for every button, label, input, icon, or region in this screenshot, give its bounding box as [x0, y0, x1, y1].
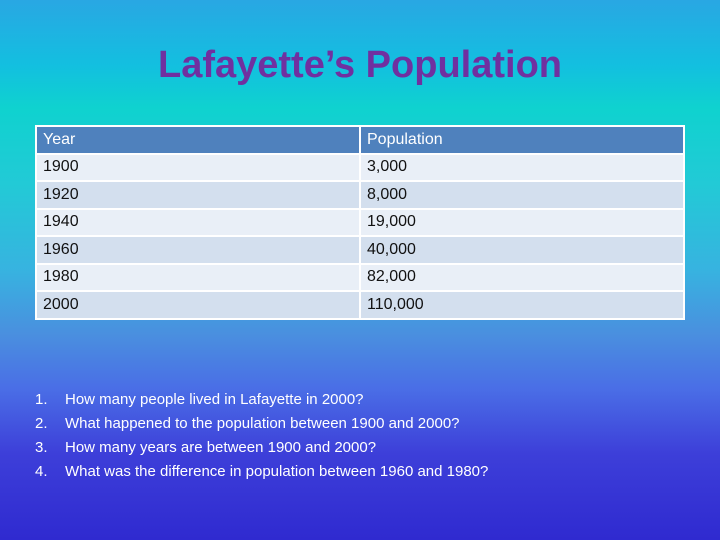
population-cell: 110,000 [360, 291, 684, 319]
year-cell: 2000 [36, 291, 360, 319]
population-table [35, 125, 685, 320]
list-item [35, 460, 685, 484]
list-item [35, 388, 685, 412]
list-item [35, 436, 685, 460]
year-cell: 1920 [36, 181, 360, 209]
population-cell: 19,000 [360, 209, 684, 237]
question-number: 1. [35, 391, 48, 408]
table-row [36, 291, 684, 319]
population-cell: 82,000 [360, 264, 684, 292]
question-number: 4. [35, 463, 48, 480]
question-text: What happened to the population between 1900 and 2000? [65, 415, 460, 432]
page-title: Lafayette’s Population [158, 44, 562, 86]
question-number: 3. [35, 439, 48, 456]
year-cell: 1900 [36, 154, 360, 182]
column-header-year: Year [36, 126, 360, 154]
population-cell: 40,000 [360, 236, 684, 264]
question-text: How many people lived in Lafayette in 2000? [65, 391, 364, 408]
table-row [36, 236, 684, 264]
question-text: What was the difference in population between 1960 and 1980? [65, 463, 489, 480]
table-row [36, 209, 684, 237]
population-cell: 3,000 [360, 154, 684, 182]
population-cell: 8,000 [360, 181, 684, 209]
table-row [36, 264, 684, 292]
question-text: How many years are between 1900 and 2000? [65, 439, 377, 456]
list-item [35, 412, 685, 436]
year-cell: 1980 [36, 264, 360, 292]
year-cell: 1940 [36, 209, 360, 237]
question-number: 2. [35, 415, 48, 432]
column-header-population: Population [360, 126, 684, 154]
table-row [36, 181, 684, 209]
year-cell: 1960 [36, 236, 360, 264]
table-header-row [36, 126, 684, 154]
table-row [36, 154, 684, 182]
question-list [35, 388, 685, 484]
